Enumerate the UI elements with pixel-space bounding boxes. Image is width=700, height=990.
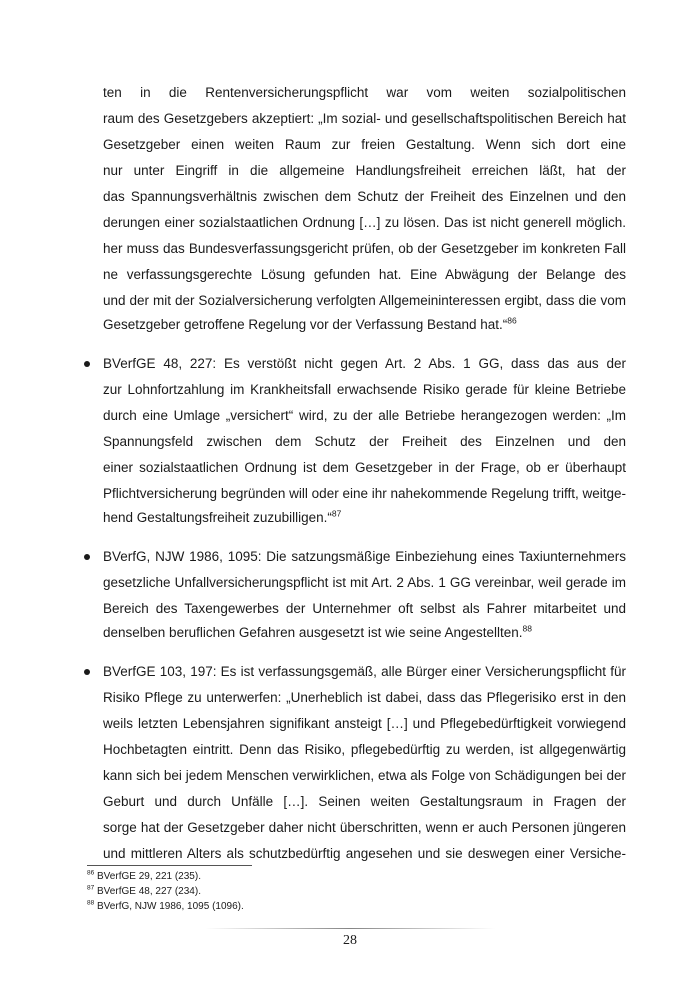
bullet-icon [84,554,90,560]
text-line: BVerfGE 48, 227: Es verstößt nicht gegen Art. 2 Abs. 1 GG, dass das aus der [103,356,626,371]
text-line: Geburt und durch Unfälle […]. Seinen weiten Gestaltungsraum in Fragen der [103,794,626,809]
footer-divider [205,928,495,929]
footnote-86 [87,871,201,883]
text-line: raum des Gesetzgebers akzeptiert: „Im sozial- und gesellschaftspolitischen Bereich hat [103,111,626,126]
text-line: Spannungsfeld zwischen dem Schutz der Freiheit des Einzelnen und den [103,434,626,449]
footnote-text: BVerfG, NJW 1986, 1095 (1096). [97,901,244,912]
text-line: und der mit der Sozialversicherung verfolgten Allgemeininteressen ergibt, dass die vom [103,293,626,308]
text-line-last [103,316,517,334]
text-line: derungen einer sozialstaatlichen Ordnung […] zu lösen. Das ist nicht generell möglich. [103,215,626,230]
text-line: Gesetzgeber einen weiten Raum zur freien Gestaltung. Wenn sich dort eine [103,137,626,152]
text-line: Pflichtversicherung begründen will oder eine ihr nahekommende Regelung trifft, weitge- [103,486,626,501]
text-line: kann sich bei jedem Menschen verwirklichen, etwa als Folge von Schädigungen bei der [103,768,626,783]
text-line-last [103,624,532,642]
text-line: und mittleren Alters als schutzbedürftig angesehen und sie deswegen einer Versiche- [103,846,626,861]
text-line: sorge hat der Gesetzgeber daher nicht überschritten, wenn er auch Personen jüngeren [103,820,626,835]
footnote-number: 88 [87,899,95,907]
bullet-icon [84,361,90,367]
footnote-ref-86[interactable]: 86 [507,315,517,326]
text-line: gesetzliche Unfallversicherungspflicht ist mit Art. 2 Abs. 1 GG vereinbar, weil gerade im [103,575,626,590]
footnote-number: 87 [87,884,95,892]
text-line: einer sozialstaatlichen Ordnung ist dem Gesetzgeber in der Frage, ob er überhaupt [103,460,626,475]
text-line: zur Lohnfortzahlung im Krankheitsfall erwachsende Risiko gerade für kleine Betriebe [103,382,626,397]
text-line: Hochbetagten eintritt. Denn das Risiko, pflegebedürftig zu werden, ist allgegenwärtig [103,742,626,757]
text-line-content: Gesetzgeber getroffene Regelung vor der Verfassung Bestand hat.“ [103,317,508,332]
footnote-divider [87,865,252,866]
text-line-content: denselben beruflichen Gefahren ausgesetzt ist wie seine Angestellten. [103,625,523,640]
text-line: ten in die Rentenversicherungspflicht war vom weiten sozialpolitischen [103,85,626,100]
footnote-ref-87[interactable]: 87 [331,508,342,519]
text-line: durch eine Umlage „versichert“ wird, zu der alle Betriebe herangezogen werden: „Im [103,408,626,423]
bullet-icon [84,669,90,675]
footnote-88 [87,901,244,913]
text-line: Bereich des Taxengewerbes der Unternehmer oft selbst als Fahrer mitarbeitet und [103,601,626,616]
footnote-number: 86 [87,869,95,877]
text-line: Risiko Pflege zu unterwerfen: „Unerheblich ist dabei, dass das Pflegerisiko erst in den [103,690,626,705]
text-line: BVerfG, NJW 1986, 1095: Die satzungsmäßige Einbeziehung eines Taxiunternehmers [103,549,626,564]
text-line: weils letzten Lebensjahren signifikant ansteigt […] und Pflegebedürftigkeit vorwiegend [103,716,626,731]
footnote-87 [87,886,201,898]
text-line-content: hend Gestaltungsfreiheit zuzubilligen.“ [103,510,332,525]
page-number: 28 [343,933,357,948]
text-line: her muss das Bundesverfassungsgericht prüfen, ob der Gesetzgeber im konkreten Fall [103,241,626,256]
footnote-text: BVerfGE 48, 227 (234). [97,886,201,897]
footnote-ref-88[interactable]: 88 [522,623,532,634]
text-line: BVerfGE 103, 197: Es ist verfassungsgemäß, alle Bürger einer Versicherungspflicht für [103,664,626,679]
text-line: ne verfassungsgerechte Lösung gefunden hat. Eine Abwägung der Belange des [103,267,626,282]
footnote-text: BVerfGE 29, 221 (235). [97,871,201,882]
text-line: nur unter Eingriff in die allgemeine Handlungsfreiheit erreichen läßt, hat der [103,163,626,178]
text-line-last [103,509,341,527]
text-line: das Spannungsverhältnis zwischen dem Schutz der Freiheit des Einzelnen und den [103,189,626,204]
